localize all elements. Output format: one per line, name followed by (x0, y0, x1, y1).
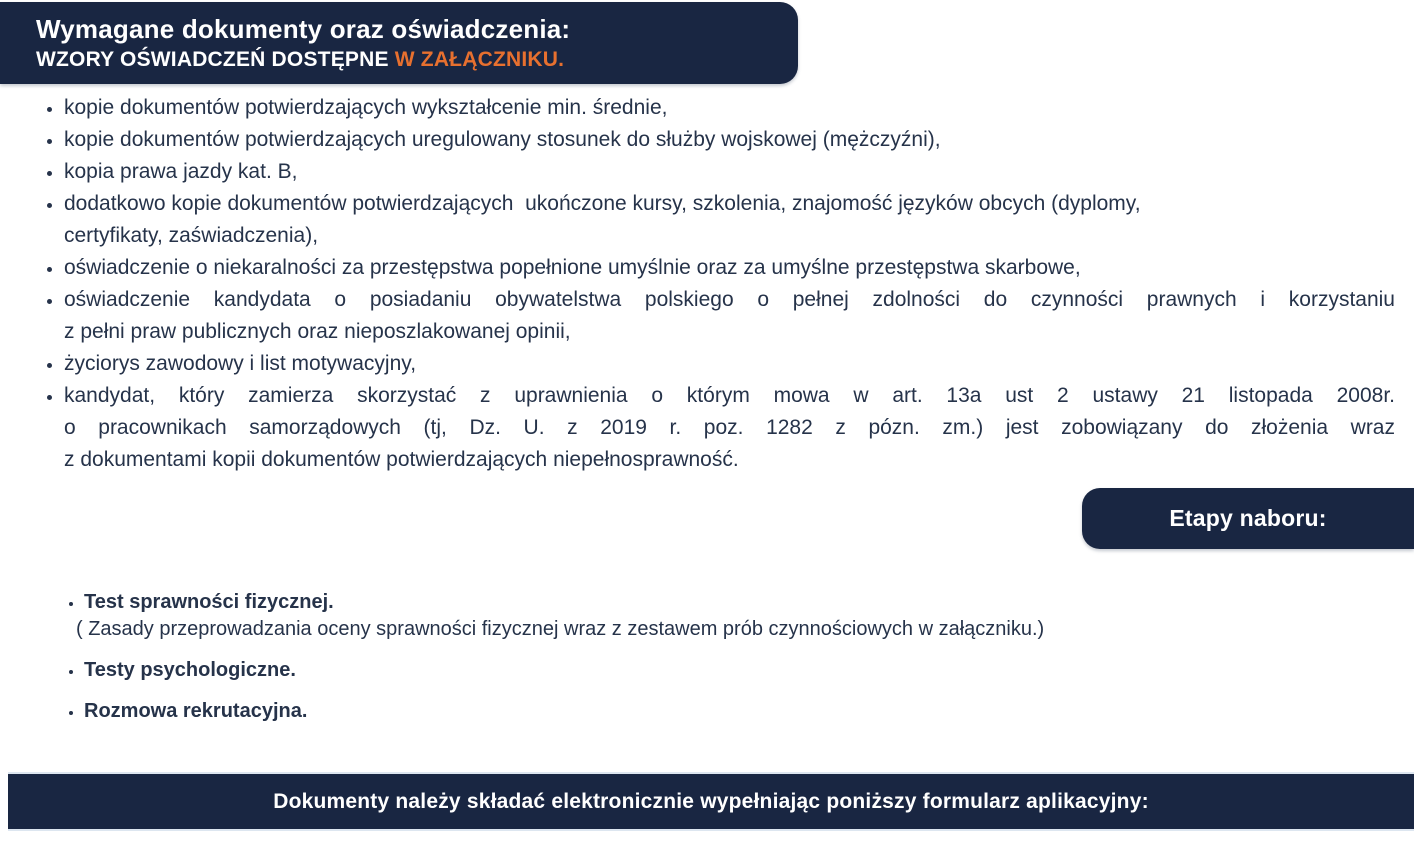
requirement-text-line: o pracownikach samorządowych (tj, Dz. U. z 2019 r. poz. 1282 z pózn. zm.) jest zobowiązany do złożenia wraz (64, 416, 1395, 439)
requirement-item (64, 124, 1395, 156)
requirement-text-line: z pełni praw publicznych oraz nieposzlakowanej opinii, (64, 320, 571, 343)
stage-title: • Test sprawności fizycznej. (84, 591, 334, 613)
stage-item (76, 590, 1318, 641)
stage-title: • Testy psychologiczne. (84, 659, 296, 681)
requirement-item (64, 348, 1395, 380)
requirements-list (38, 92, 1395, 476)
requirement-text: • kopie dokumentów potwierdzających wykształcenie min. średnie, (64, 96, 668, 119)
requirement-item (64, 284, 1395, 348)
requirement-text: • kopie dokumentów potwierdzających uregulowany stosunek do służby wojskowej (mężczyźni), (64, 128, 941, 151)
stages-header-tab (1082, 488, 1414, 549)
requirement-text-line: • kandydat, który zamierza skorzystać z uprawnienia o którym mowa w art. 13a ust 2 ustawy 21 listopada 2008r. (64, 384, 1395, 407)
requirement-text: • życiorys zawodowy i list motywacyjny, (64, 352, 417, 375)
requirement-item (64, 380, 1395, 476)
stage-item (84, 699, 1318, 723)
stage-note: ( Zasady przeprowadzania oceny sprawności fizycznej wraz z zestawem prób czynnościowych w załączniku.) (76, 618, 1045, 640)
required-documents-header (0, 2, 798, 84)
requirement-text: • oświadczenie o niekaralności za przestępstwa popełnione umyślnie oraz za umyślne przestępstwa skarbowe, (64, 256, 1081, 279)
requirement-text: • kopia prawa jazdy kat. B, (64, 160, 298, 183)
header-subtitle-attachment-highlight: W ZAŁĄCZNIKU. (394, 48, 565, 71)
requirement-item (64, 156, 1395, 188)
requirement-text-line: • dodatkowo kopie dokumentów potwierdzających ukończone kursy, szkolenia, znajomość języków obcych (dyplomy, (64, 192, 1141, 215)
stages-header-label: Etapy naboru: (1169, 505, 1327, 531)
submission-instruction-text: Dokumenty należy składać elektronicznie wypełniając poniższy formularz aplikacyjny: (273, 789, 1149, 813)
header-subtitle (36, 46, 774, 73)
requirement-text-line: z dokumentami kopii dokumentów potwierdzających niepełnosprawność. (64, 448, 739, 471)
header-title: Wymagane dokumenty oraz oświadczenia: (36, 14, 571, 44)
stages-list (58, 590, 1318, 740)
requirement-item (64, 92, 1395, 124)
header-subtitle-white: WZORY OŚWIADCZEŃ DOSTĘPNE (36, 48, 389, 71)
submission-instruction-bar (8, 772, 1414, 831)
requirement-text-line: certyfikaty, zaświadczenia), (64, 224, 319, 247)
stage-title: • Rozmowa rekrutacyjna. (84, 700, 308, 722)
stage-item (84, 658, 1318, 682)
requirement-item (64, 252, 1395, 284)
requirement-item (64, 188, 1395, 252)
requirement-text-line: • oświadczenie kandydata o posiadaniu obywatelstwa polskiego o pełnej zdolności do czynności prawnych i korzystaniu (64, 288, 1395, 311)
